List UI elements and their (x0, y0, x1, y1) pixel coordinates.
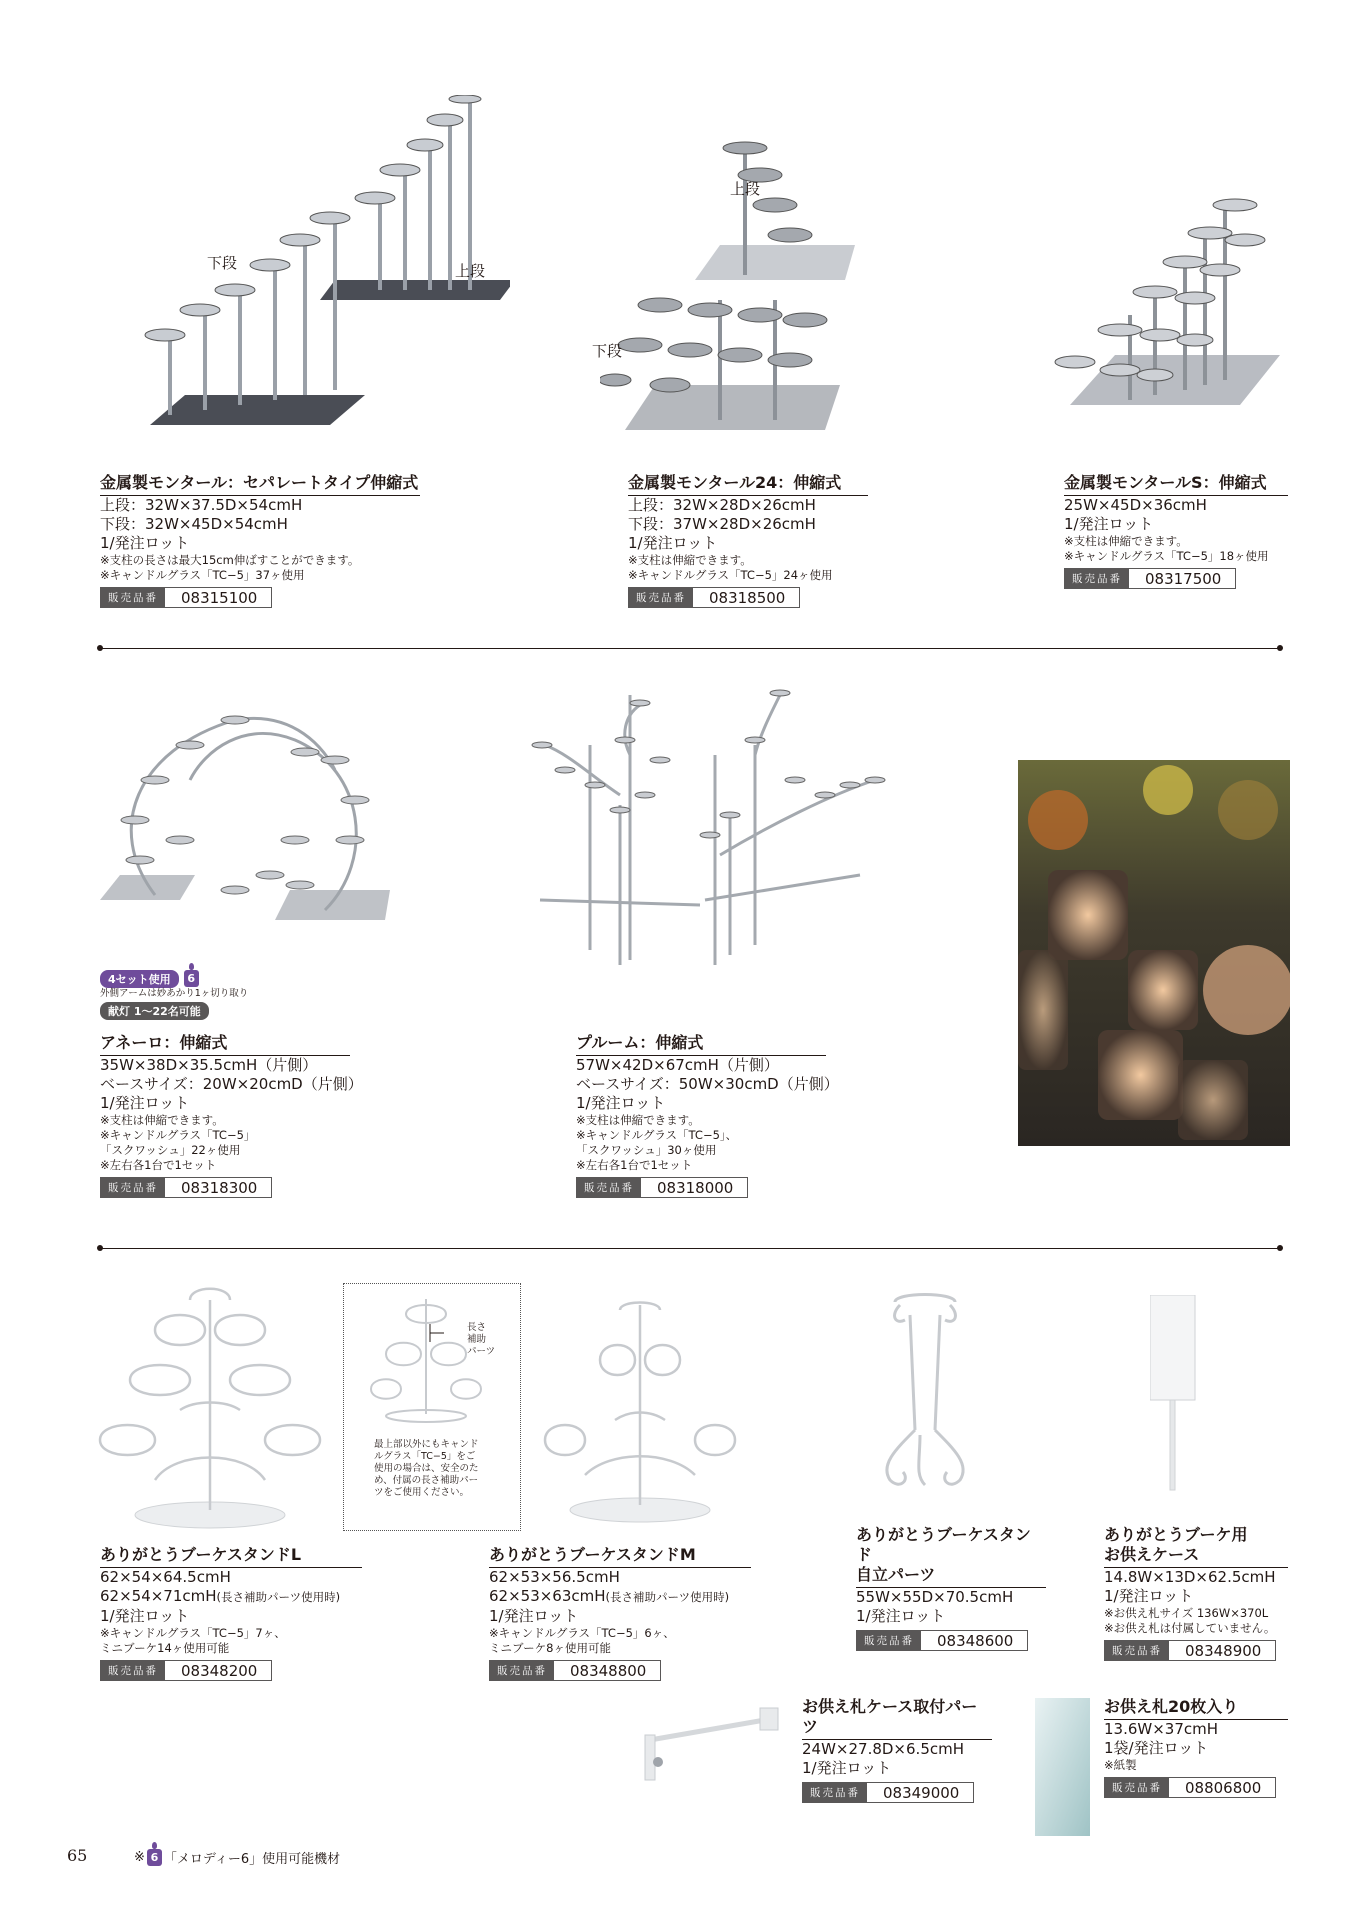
product-title: アネーロ：伸縮式 (100, 1033, 350, 1056)
product-notes: ※支柱は伸縮できます。 ※キャンドルグラス「TC−5」18ヶ使用 (1064, 534, 1269, 563)
product-code-box (576, 1177, 748, 1198)
spec-line: 13.6W×37cmH (1104, 1720, 1219, 1738)
product-code-box (628, 587, 800, 608)
spec-line: 上段：32W×28D×26cmH (628, 496, 816, 514)
code-label: 販売品番 (1065, 569, 1129, 588)
spec-line: 24W×27.8D×6.5cmH (802, 1740, 964, 1758)
lot-line: 1/発注ロット (100, 534, 190, 552)
product-plume (576, 1033, 839, 1198)
product-title: プルーム：伸縮式 (576, 1033, 826, 1056)
spec-main: 62×53×63cmH (489, 1587, 606, 1605)
spec-line: 下段：32W×45D×54cmH (100, 515, 288, 533)
product-montar24 (628, 473, 868, 608)
lot-line: 1袋/発注ロット (1104, 1739, 1209, 1757)
extension-parts-caption: 最上部以外にもキャンド ルグラス「TC−5」をご 使用の場合は、安全のた め、付属の長さ補助パー ツをご使用ください。 (374, 1439, 479, 1498)
product-photo-separate-montar (130, 95, 510, 455)
lot-line: 1/発注ロット (1064, 515, 1154, 533)
melody6-badge: 6 (147, 1849, 162, 1866)
product-notes: ※支柱は伸縮できます。 ※キャンドルグラス「TC−5」、 「スクワッシュ」30ヶ使用 ※左右各1台で1セット (576, 1113, 738, 1172)
product-photo-plume (530, 685, 900, 970)
product-bouquet-stand-m (489, 1545, 751, 1681)
footer-note (134, 1848, 340, 1867)
product-code-box (1104, 1777, 1276, 1798)
product-code-box (856, 1630, 1028, 1651)
product-case-mount (802, 1697, 992, 1803)
code-value: 08348900 (1185, 1641, 1262, 1660)
lot-line: 1/発注ロット (100, 1607, 190, 1625)
lot-line: 1/発注ロット (100, 1094, 190, 1112)
product-title: お供え札ケース取付パーツ (802, 1697, 992, 1740)
code-label: 販売品番 (803, 1783, 867, 1802)
lot-line: 1/発注ロット (628, 534, 718, 552)
footer-text: 「メロディー6」使用可能機材 (163, 1852, 341, 1867)
set-usage-badge: 4セット使用 (100, 970, 179, 988)
spec-line: ベースサイズ：20W×20cmD（片側） (100, 1075, 363, 1093)
product-photo-stand-parts (875, 1290, 975, 1495)
spec-line (100, 1587, 362, 1607)
product-separate-montar (100, 473, 420, 608)
code-value: 08349000 (883, 1783, 960, 1802)
product-title: ありがとうブーケ用 お供えケース (1104, 1525, 1288, 1568)
spec-line: ベースサイズ：50W×30cmD（片側） (576, 1075, 839, 1093)
product-title: 金属製モンタール：セパレートタイプ伸縮式 (100, 473, 420, 496)
product-notes: ※キャンドルグラス「TC−5」7ヶ、 ミニブーケ14ヶ使用可能 (100, 1626, 286, 1655)
product-offering-tags (1104, 1697, 1288, 1798)
code-label: 販売品番 (101, 1661, 165, 1680)
kento-badge: 献灯 1〜22名可能 (100, 1002, 209, 1020)
code-value: 08806800 (1185, 1778, 1262, 1797)
product-photo-offering-tags (1035, 1698, 1095, 1838)
code-value: 08348600 (937, 1631, 1014, 1650)
anello-badges (100, 968, 360, 1020)
product-code-box (100, 1177, 272, 1198)
code-value: 08318300 (181, 1178, 258, 1197)
code-value: 08315100 (181, 588, 258, 607)
lot-line: 1/発注ロット (802, 1759, 892, 1777)
product-title: お供え札20枚入り (1104, 1697, 1288, 1720)
product-code-box (489, 1660, 661, 1681)
product-photo-bouquet-stand-l (95, 1280, 325, 1530)
melody6-badge: 6 (184, 970, 199, 987)
spec-line: 下段：37W×28D×26cmH (628, 515, 816, 533)
arm-note: 外側アームは妙あかり1ヶ切り取り (100, 988, 249, 999)
product-bouquet-stand-l (100, 1545, 362, 1681)
product-code-box (100, 1660, 272, 1681)
code-value: 08318000 (657, 1178, 734, 1197)
product-photo-offering-case (1150, 1295, 1200, 1495)
extension-parts-box (343, 1283, 521, 1531)
page-number: 65 (67, 1846, 88, 1865)
product-title: ありがとうブーケスタンドM (489, 1545, 751, 1568)
product-photo-case-mount (640, 1700, 790, 1785)
candle-ambience-photo (1018, 760, 1290, 1146)
spec-line: 55W×55D×70.5cmH (856, 1588, 1014, 1606)
section-divider (100, 648, 1280, 649)
product-title: ありがとうブーケスタンドL (100, 1545, 362, 1568)
product-photo-anello (95, 710, 395, 925)
spec-main: 62×54×71cmH (100, 1587, 217, 1605)
spec-line: 35W×38D×35.5cmH（片側） (100, 1056, 318, 1074)
label-upper-tier: 上段 (730, 180, 761, 198)
code-label: 販売品番 (1105, 1641, 1169, 1660)
code-label: 販売品番 (101, 1178, 165, 1197)
code-label: 販売品番 (1105, 1778, 1169, 1797)
spec-line: 上段：32W×37.5D×54cmH (100, 496, 303, 514)
extension-parts-label: 長さ 補助 パーツ (467, 1322, 496, 1357)
product-photo-extension-parts (366, 1294, 486, 1424)
product-title: 金属製モンタール24：伸縮式 (628, 473, 868, 496)
product-offering-case (1104, 1525, 1288, 1661)
label-upper-tier: 上段 (455, 262, 486, 280)
code-value: 08318500 (709, 588, 786, 607)
code-label: 販売品番 (101, 588, 165, 607)
spec-line: 62×54×64.5cmH (100, 1568, 231, 1586)
product-photo-bouquet-stand-m (540, 1300, 740, 1525)
product-notes: ※支柱の長さは最大15cm伸ばすことができます。 ※キャンドルグラス「TC−5」37ヶ使用 (100, 553, 360, 582)
label-lower-tier: 下段 (207, 254, 238, 272)
lot-line: 1/発注ロット (1104, 1587, 1194, 1605)
lot-line: 1/発注ロット (856, 1607, 946, 1625)
product-code-box (802, 1782, 974, 1803)
product-notes: ※キャンドルグラス「TC−5」6ヶ、 ミニブーケ8ヶ使用可能 (489, 1626, 675, 1655)
product-notes: ※お供え札サイズ 136W×370L ※お供え札は付属していません。 (1104, 1606, 1276, 1635)
product-photo-montar-s (1045, 195, 1285, 410)
spec-line: 25W×45D×36cmH (1064, 496, 1207, 514)
code-label: 販売品番 (577, 1178, 641, 1197)
code-label: 販売品番 (629, 588, 693, 607)
label-lower-tier: 下段 (592, 342, 623, 360)
product-code-box (100, 587, 272, 608)
lot-line: 1/発注ロット (576, 1094, 666, 1112)
spec-small: (長さ補助パーツ使用時) (605, 1590, 730, 1604)
code-value: 08317500 (1145, 569, 1222, 588)
product-notes: ※紙製 (1104, 1758, 1137, 1772)
spec-small: (長さ補助パーツ使用時) (216, 1590, 341, 1604)
spec-line (489, 1587, 751, 1607)
code-label: 販売品番 (490, 1661, 554, 1680)
product-anello (100, 1033, 363, 1198)
code-label: 販売品番 (857, 1631, 921, 1650)
product-code-box (1064, 568, 1236, 589)
footer-mark: ※ (134, 1850, 145, 1865)
product-notes: ※支柱は伸縮できます。 ※キャンドルグラス「TC−5」24ヶ使用 (628, 553, 833, 582)
product-title: 金属製モンタールS：伸縮式 (1064, 473, 1288, 496)
product-code-box (1104, 1640, 1276, 1661)
section-divider (100, 1248, 1280, 1249)
product-montar-s (1064, 473, 1288, 589)
spec-line: 14.8W×13D×62.5cmH (1104, 1568, 1276, 1586)
product-stand-parts (856, 1525, 1046, 1651)
spec-line: 62×53×56.5cmH (489, 1568, 620, 1586)
code-value: 08348200 (181, 1661, 258, 1680)
product-notes: ※支柱は伸縮できます。 ※キャンドルグラス「TC−5」 「スクワッシュ」22ヶ使用 ※左右各1台で1セット (100, 1113, 256, 1172)
code-value: 08348800 (570, 1661, 647, 1680)
lot-line: 1/発注ロット (489, 1607, 579, 1625)
product-title: ありがとうブーケスタンド 自立パーツ (856, 1525, 1046, 1588)
spec-line: 57W×42D×67cmH（片側） (576, 1056, 779, 1074)
